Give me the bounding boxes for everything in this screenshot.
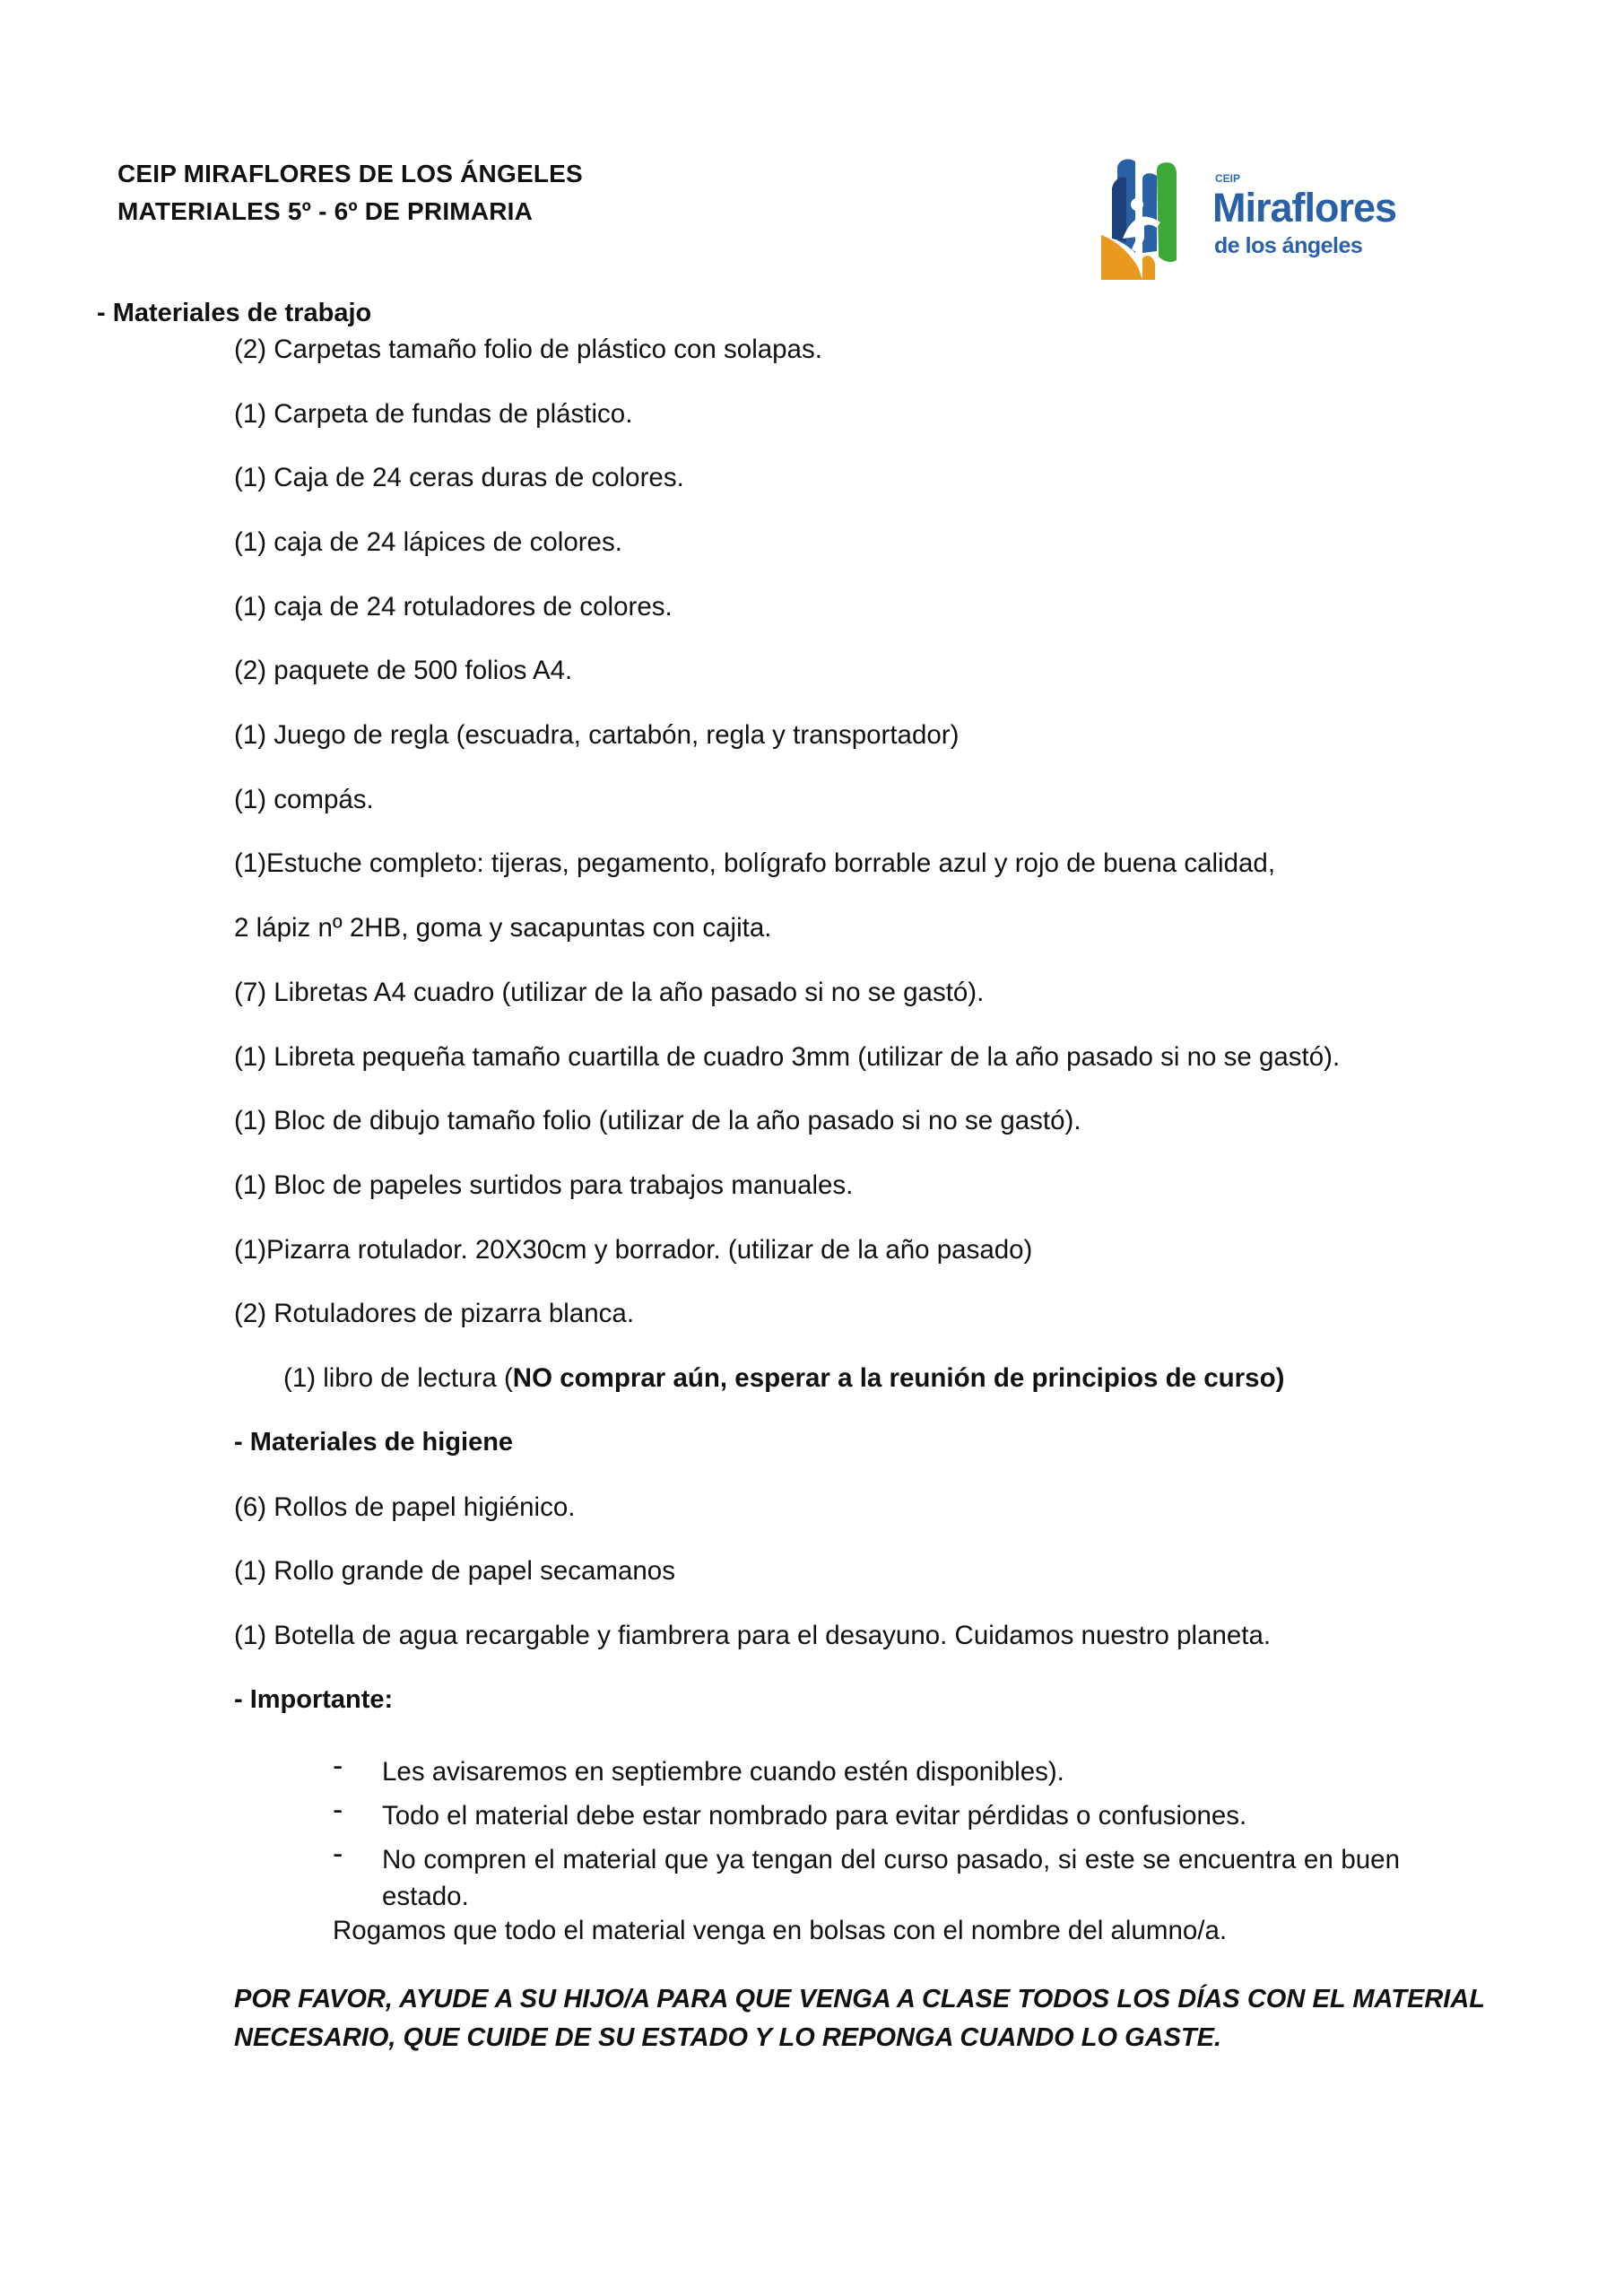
list-item: (1) Bloc de papeles surtidos para trabajos manuales.: [234, 1170, 854, 1200]
hygiene-heading: - Materiales de higiene: [234, 1428, 514, 1457]
list-item: (6) Rollos de papel higiénico.: [234, 1492, 576, 1522]
list-item: (1)Estuche completo: tijeras, pegamento, bolígrafo borrable azul y rojo de buena calidad,: [234, 848, 1276, 878]
bullet-dash: -: [333, 1793, 343, 1827]
logo-main-text: Miraflores: [1212, 185, 1397, 230]
important-bullet: Les avisaremos en septiembre cuando estén disponibles).: [382, 1757, 1064, 1787]
work-materials-heading: - Materiales de trabajo: [97, 299, 372, 327]
closing-message: POR FAVOR, AYUDE A SU HIJO/A PARA QUE VENGA A CLASE TODOS LOS DÍAS CON EL MATERIAL NECESARIO, QUE CUIDE DE SU ESTADO Y LO REPONGA CUANDO LO GASTE.: [234, 1985, 1485, 2052]
logo-sub-text: de los ángeles: [1214, 233, 1363, 258]
list-item: (1) Botella de agua recargable y fiambrera para el desayuno. Cuidamos nuestro planeta.: [234, 1621, 1272, 1650]
logo-emblem-icon: [1085, 152, 1211, 287]
reading-book-item: [283, 1363, 1284, 1394]
list-item: (1) caja de 24 lápices de colores.: [234, 527, 622, 557]
list-item: (2) paquete de 500 folios A4.: [234, 656, 573, 685]
list-item: (1) compás.: [234, 785, 374, 814]
list-item: (1) Bloc de dibujo tamaño folio (utilizar de la año pasado si no se gastó).: [234, 1106, 1081, 1135]
reading-book-prefix: (1) libro de lectura (: [283, 1363, 513, 1393]
list-item: (7) Libretas A4 cuadro (utilizar de la año pasado si no se gastó).: [234, 978, 985, 1007]
list-item: (1) Carpeta de fundas de plástico.: [234, 399, 633, 429]
important-bullet: Todo el material debe estar nombrado para evitar pérdidas o confusiones.: [382, 1801, 1247, 1831]
bags-note: Rogamos que todo el material venga en bolsas con el nombre del alumno/a.: [333, 1916, 1228, 1945]
school-name: CEIP MIRAFLORES DE LOS ÁNGELES: [117, 160, 583, 187]
list-item: (1) Libreta pequeña tamaño cuartilla de cuadro 3mm (utilizar de la año pasado si no se gastó).: [234, 1042, 1341, 1072]
important-bullet: No compren el material que ya tengan del curso pasado, si este se encuentra en buen estado.: [382, 1845, 1400, 1911]
bullet-dash: -: [333, 1837, 343, 1871]
list-item: (1) caja de 24 rotuladores de colores.: [234, 592, 673, 622]
list-item: (1) Caja de 24 ceras duras de colores.: [234, 463, 684, 492]
list-item: (2) Carpetas tamaño folio de plástico con solapas.: [234, 335, 822, 364]
important-heading: - Importante:: [234, 1685, 394, 1714]
document-subtitle: MATERIALES 5º - 6º DE PRIMARIA: [117, 197, 534, 225]
list-item: 2 lápiz nº 2HB, goma y sacapuntas con cajita.: [234, 913, 772, 943]
logo-small-text: CEIP: [1215, 172, 1241, 185]
list-item: (1) Juego de regla (escuadra, cartabón, regla y transportador): [234, 720, 960, 750]
school-logo: [1085, 152, 1417, 287]
list-item: (2) Rotuladores de pizarra blanca.: [234, 1299, 635, 1328]
list-item: (1)Pizarra rotulador. 20X30cm y borrador. (utilizar de la año pasado): [234, 1235, 1033, 1265]
reading-book-note: NO comprar aún, esperar a la reunión de principios de curso): [512, 1363, 1285, 1393]
list-item: (1) Rollo grande de papel secamanos: [234, 1556, 675, 1586]
bullet-dash: -: [333, 1749, 343, 1783]
